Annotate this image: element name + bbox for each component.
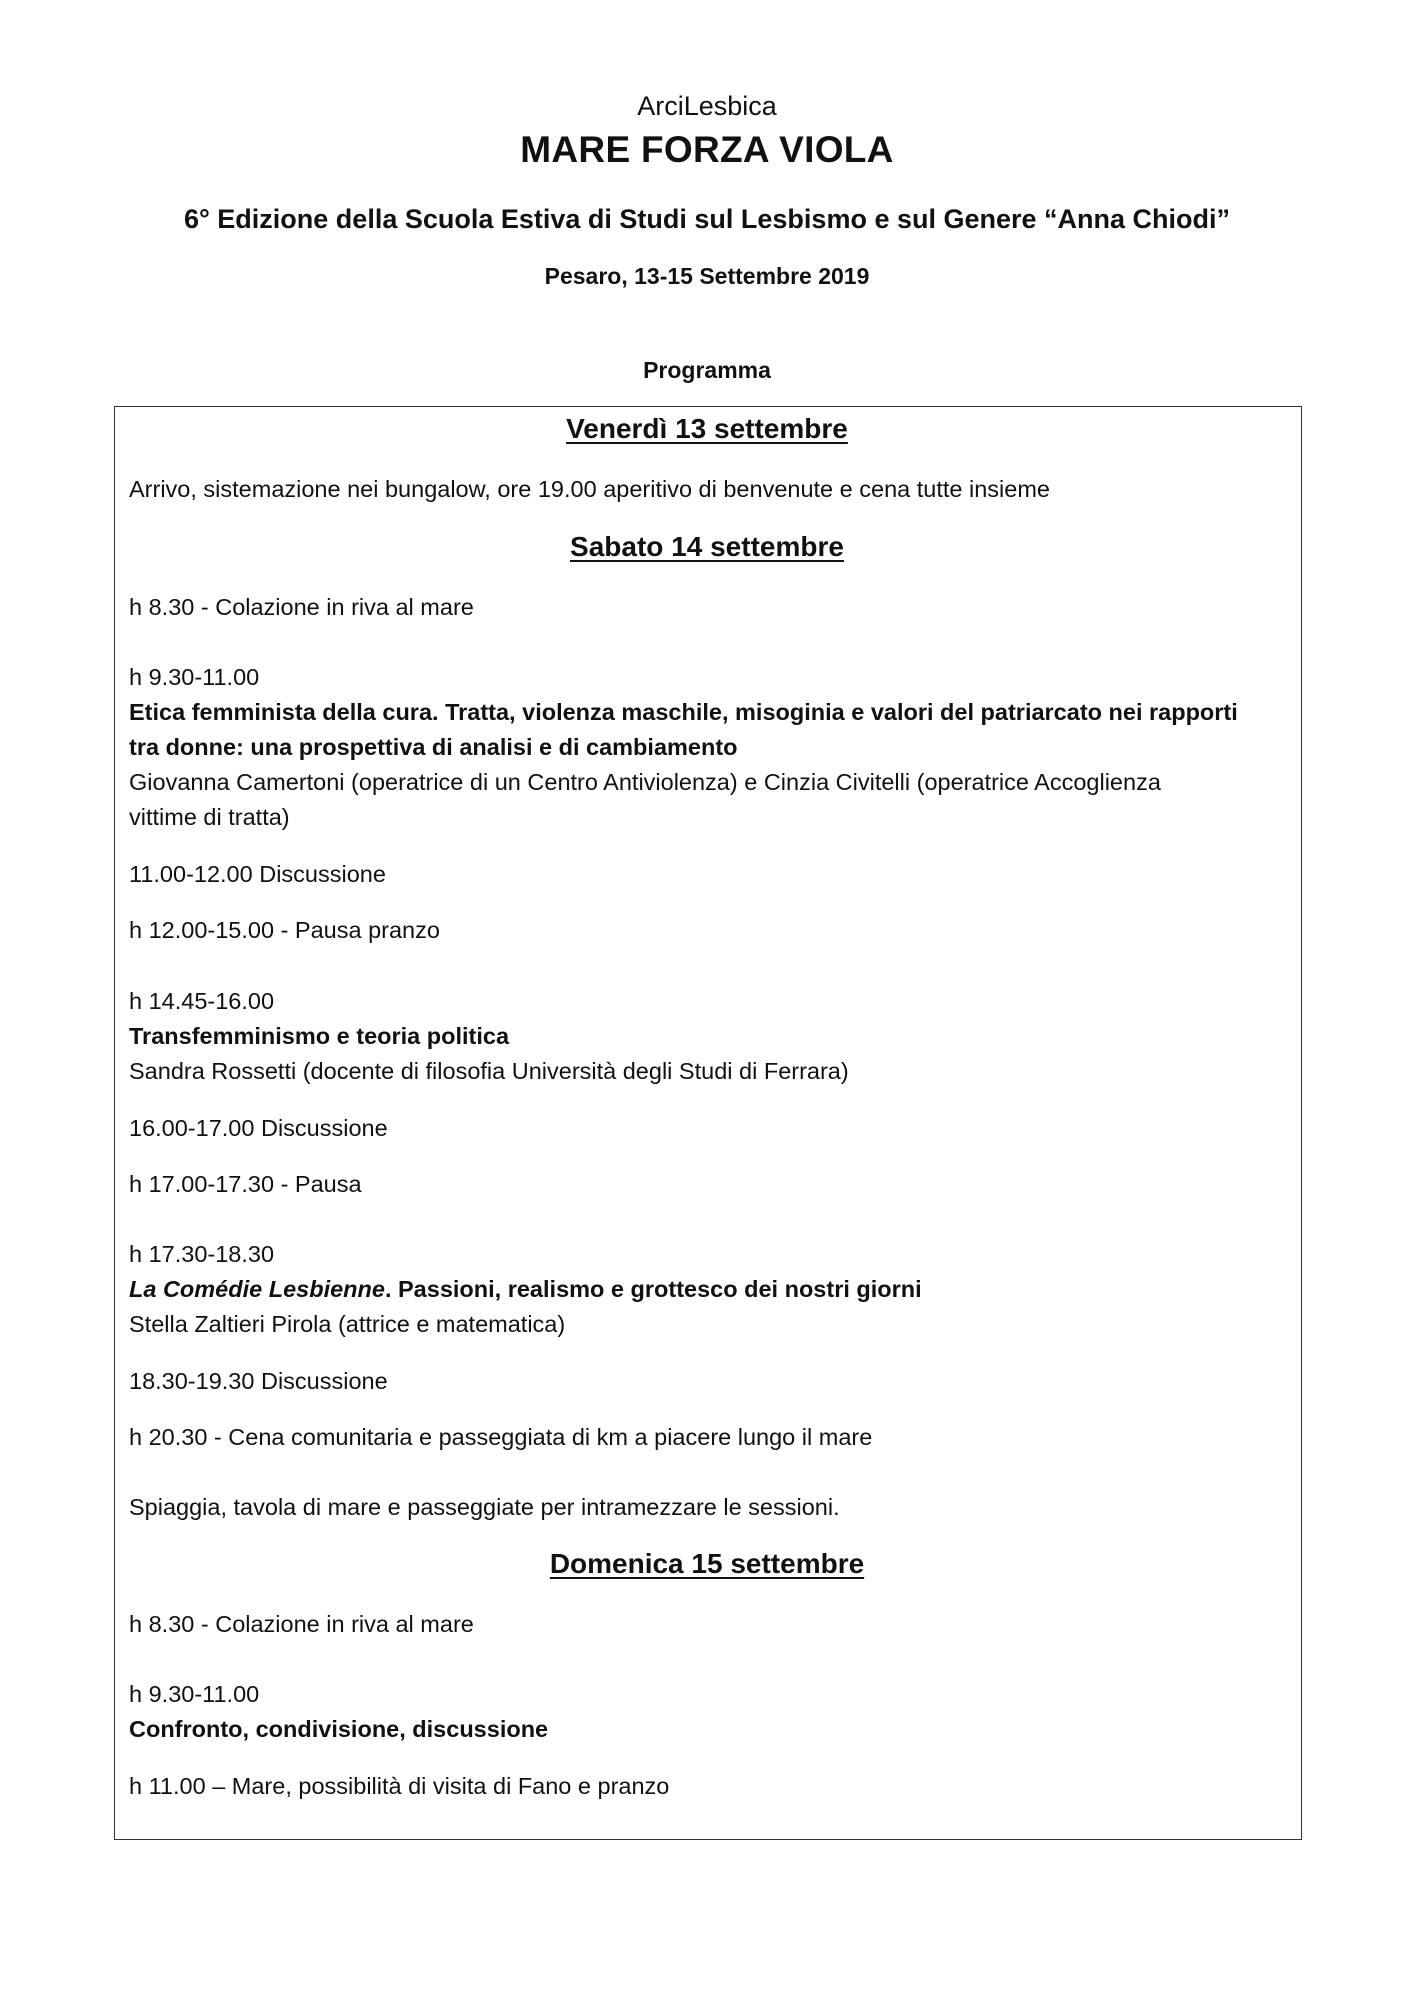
session1-title-line1: Etica femminista della cura. Tratta, violenza maschile, misoginia e valori del patriarcato nei rapporti [129,699,1238,725]
day-heading-sunday: Domenica 15 settembre [549,1548,865,1579]
discussion-2: 16.00-17.00 Discussione [129,1115,388,1141]
session3-time: h 17.30-18.30 [129,1241,275,1267]
sunday-session-time: h 9.30-11.00 [129,1681,260,1707]
community-dinner: h 20.30 - Cena comunitaria e passeggiata di km a piacere lungo il mare [129,1424,873,1450]
sunday-breakfast: h 8.30 - Colazione in riva al mare [129,1611,474,1637]
session2-speaker: Sandra Rossetti (docente di filosofia Università degli Studi di Ferrara) [129,1058,849,1084]
sunday-closing: h 11.00 – Mare, possibilità di visita di Fano e pranzo [129,1773,670,1799]
session2-title: Transfemminismo e teoria politica [129,1023,510,1049]
program-label: Programma [643,357,771,383]
discussion-3: 18.30-19.30 Discussione [129,1368,388,1394]
session3-speaker: Stella Zaltieri Pirola (attrice e matematica) [129,1311,566,1337]
session1-speakers-line1: Giovanna Camertoni (operatrice di un Centro Antiviolenza) e Cinzia Civitelli (operatrice Accoglienza [129,769,1161,795]
session1-time: h 9.30-11.00 [129,664,260,690]
session2-time: h 14.45-16.00 [129,988,275,1014]
session1-title-line2: tra donne: una prospettiva di analisi e di cambiamento [129,734,738,760]
organization-name: ArciLesbica [637,91,777,121]
beach-note: Spiaggia, tavola di mare e passeggiate per intramezzare le sessioni. [129,1494,840,1520]
afternoon-break: h 17.00-17.30 - Pausa [129,1171,362,1197]
lunch-break: h 12.00-15.00 - Pausa pranzo [129,917,440,943]
place-and-date: Pesaro, 13-15 Settembre 2019 [544,263,870,289]
discussion-1: 11.00-12.00 Discussione [129,861,386,887]
session1-speakers-line2: vittime di tratta) [129,804,290,830]
friday-arrival: Arrivo, sistemazione nei bungalow, ore 19.00 aperitivo di benvenute e cena tutte insieme [129,476,1050,502]
saturday-breakfast: h 8.30 - Colazione in riva al mare [129,594,474,620]
sunday-session-title: Confronto, condivisione, discussione [129,1716,549,1742]
event-subtitle: 6° Edizione della Scuola Estiva di Studi sul Lesbismo e sul Genere “Anna Chiodi” [183,204,1231,234]
session3-title [129,1272,1289,1306]
event-title: MARE FORZA VIOLA [520,129,894,170]
day-heading-saturday: Sabato 14 settembre [570,531,844,562]
day-heading-friday: Venerdì 13 settembre [566,413,848,444]
session3-title-rest: . Passioni, realismo e grottesco dei nostri giorni [384,1276,922,1302]
session3-title-italic: La Comédie Lesbienne [129,1276,385,1302]
